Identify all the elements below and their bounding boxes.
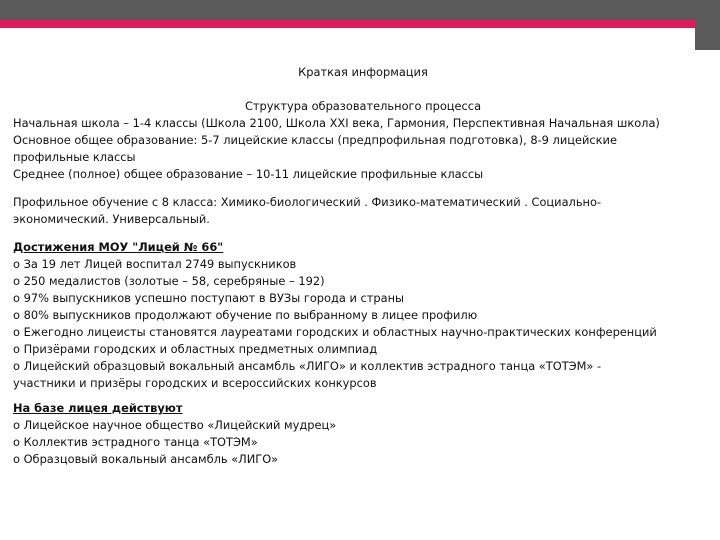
base-item: o Коллектив эстрадного танца «ТОТЭМ» <box>13 435 258 449</box>
base-item: o Лицейское научное общество «Лицейский мудрец» <box>13 418 337 432</box>
structure-line: профильные классы <box>13 150 136 164</box>
accent-stripe <box>0 20 695 28</box>
achievement-item: o Призёрами городских и областных предметных олимпиад <box>13 342 378 356</box>
achievement-item: o 250 медалистов (золотые – 58, серебряные – 192) <box>13 274 325 288</box>
achievement-item: o Лицейский образцовый вокальный ансамбль «ЛИГО» и коллектив эстрадного танца «ТОТЭМ» - <box>13 359 602 373</box>
slide-content <box>13 64 713 468</box>
top-decorative-bar <box>0 0 720 20</box>
corner-decorative-block <box>695 20 720 50</box>
structure-line: Среднее (полное) общее образование – 10-11 лицейские профильные классы <box>13 167 484 181</box>
achievements-heading: Достижения МОУ "Лицей № 66" <box>13 240 224 254</box>
page-title: Краткая информация <box>298 65 428 79</box>
structure-heading: Структура образовательного процесса <box>244 99 482 113</box>
achievement-item: участники и призёры городских и всероссийских конкурсов <box>13 376 377 390</box>
base-item: o Образцовый вокальный ансамбль «ЛИГО» <box>13 452 279 466</box>
structure-line: Основное общее образование: 5-7 лицейские классы (предпрофильная подготовка), 8-9 лицейские <box>13 133 617 147</box>
achievement-item: o Ежегодно лицеисты становятся лауреатами городских и областных научно-практических конференций <box>13 325 657 339</box>
profile-line: Профильное обучение с 8 класса: Химико-биологический . Физико-математический . Социально- <box>13 195 602 209</box>
achievement-item: o За 19 лет Лицей воспитал 2749 выпускников <box>13 257 297 271</box>
achievement-item: o 97% выпускников успешно поступают в ВУЗы города и страны <box>13 291 405 305</box>
achievement-item: o 80% выпускников продолжают обучение по выбранному в лицее профилю <box>13 308 478 322</box>
structure-line: Начальная школа – 1-4 классы (Школа 2100, Школа XXI века, Гармония, Перспективная Начальная школа) <box>13 116 660 130</box>
base-heading: На базе лицея действуют <box>13 401 183 415</box>
profile-line: экономический. Универсальный. <box>13 212 210 226</box>
